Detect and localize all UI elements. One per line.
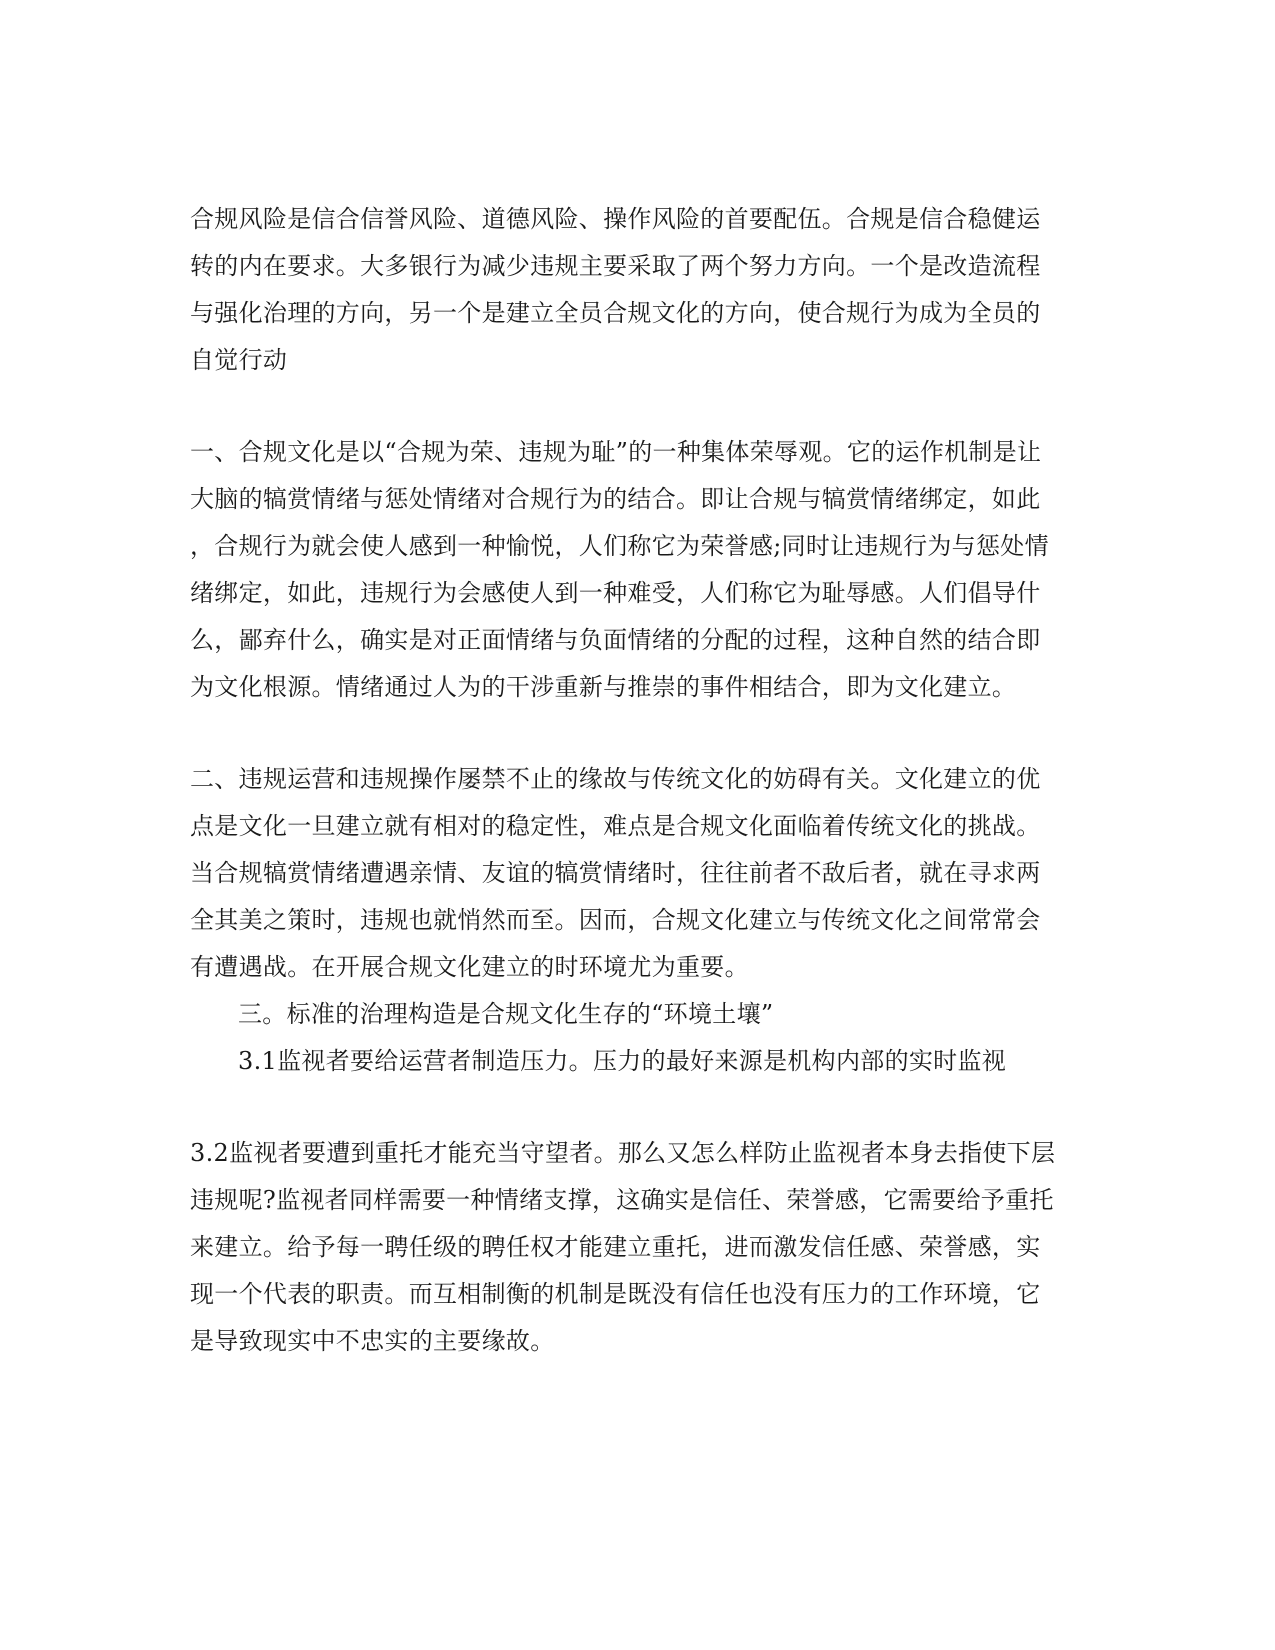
paragraph-2-line-1: 一、合规文化是以“合规为荣、违规为耻”的一种集体荣辱观。它的运作机制是让: [190, 438, 1042, 466]
paragraph-4-line-2: 违规呢?监视者同样需要一种情绪支撑，这确实是信任、荣誉感，它需要给予重托: [190, 1186, 1054, 1214]
section-3-heading: 三。标准的治理构造是合规文化生存的“环境土壤”: [238, 1000, 774, 1028]
paragraph-2-line-2: 大脑的犒赏情绪与惩处情绪对合规行为的结合。即让合规与犒赏情绪绑定，如此: [190, 485, 1041, 513]
paragraph-2-line-4: 绪绑定，如此，违规行为会感使人到一种难受，人们称它为耻辱感。人们倡导什: [190, 579, 1041, 607]
paragraph-1-line-4: 自觉行动: [190, 346, 288, 374]
paragraph-3-line-2: 点是文化一旦建立就有相对的稳定性，难点是合规文化面临着传统文化的挑战。: [190, 812, 1041, 840]
section-3-1-text: 3.1监视者要给运营者制造压力。压力的最好来源是机构内部的实时监视: [238, 1047, 1007, 1075]
paragraph-3-line-3: 当合规犒赏情绪遭遇亲情、友谊的犒赏情绪时，往往前者不敌后者，就在寻求两: [190, 859, 1041, 887]
paragraph-4-line-5: 是导致现实中不忠实的主要缘故。: [190, 1327, 555, 1355]
paragraph-3-line-4: 全其美之策时，违规也就悄然而至。因而，合规文化建立与传统文化之间常常会: [190, 906, 1041, 934]
paragraph-4-line-3: 来建立。给予每一聘任级的聘任权才能建立重托，进而激发信任感、荣誉感，实: [190, 1233, 1041, 1261]
paragraph-2-line-3: ，合规行为就会使人感到一种愉悦，人们称它为荣誉感;同时让违规行为与惩处情: [190, 532, 1049, 560]
paragraph-4-line-1: 3.2监视者要遭到重托才能充当守望者。那么又怎么样防止监视者本身去指使下层: [190, 1139, 1056, 1167]
paragraph-3-line-1: 二、违规运营和违规操作屡禁不止的缘故与传统文化的妨碍有关。文化建立的优: [190, 765, 1041, 793]
paragraph-1-line-3: 与强化治理的方向，另一个是建立全员合规文化的方向，使合规行为成为全员的: [190, 299, 1041, 327]
paragraph-1-line-2: 转的内在要求。大多银行为减少违规主要采取了两个努力方向。一个是改造流程: [190, 252, 1041, 280]
paragraph-2-line-6: 为文化根源。情绪通过人为的干涉重新与推崇的事件相结合，即为文化建立。: [190, 673, 1017, 701]
paragraph-4-line-4: 现一个代表的职责。而互相制衡的机制是既没有信任也没有压力的工作环境，它: [190, 1280, 1041, 1308]
paragraph-1-line-1: 合规风险是信合信誉风险、道德风险、操作风险的首要配伍。合规是信合稳健运: [190, 205, 1041, 233]
paragraph-2-line-5: 么，鄙弃什么，确实是对正面情绪与负面情绪的分配的过程，这种自然的结合即: [190, 626, 1041, 654]
paragraph-3-line-5: 有遭遇战。在开展合规文化建立的时环境尤为重要。: [190, 953, 749, 981]
